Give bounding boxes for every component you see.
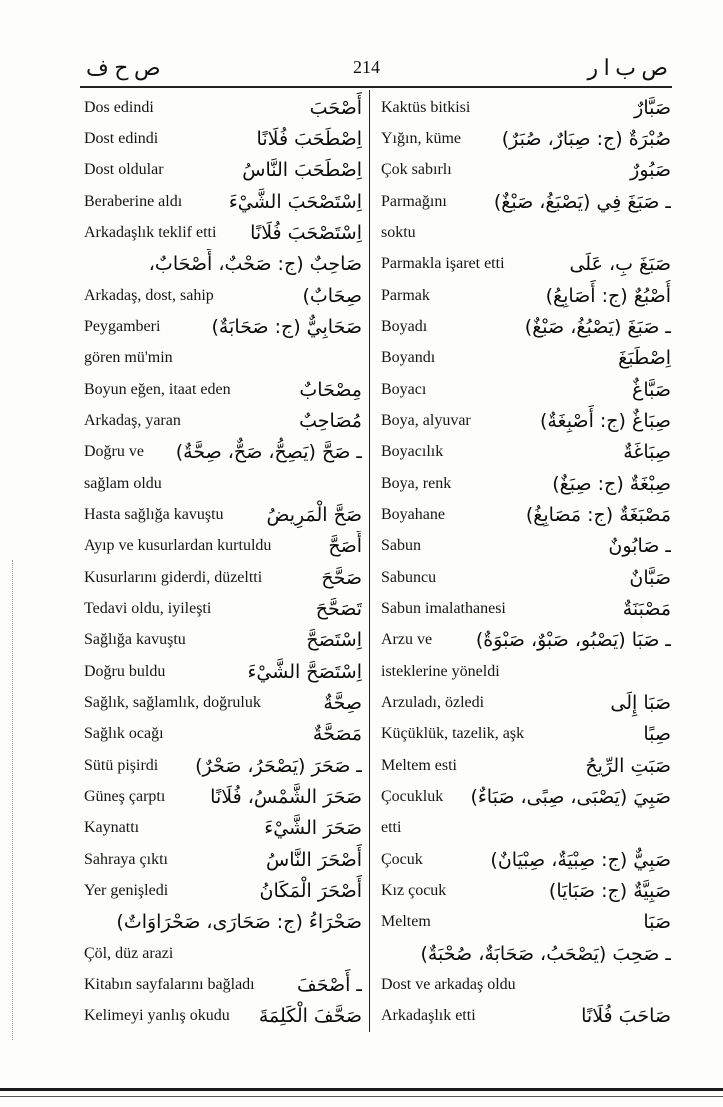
dictionary-entry [84, 437, 362, 468]
dictionary-entry [84, 875, 362, 906]
header-left-letters: ص ح ف [86, 55, 161, 80]
turkish-meaning: Doğru buldu [84, 662, 166, 680]
arabic-headword: أُصْبُعٌ (ج: أَصَابِعُ) [545, 284, 671, 307]
arabic-headword: مِصْحَابٌ [299, 378, 362, 401]
dictionary-entry [381, 92, 671, 123]
turkish-meaning: Tedavi oldu, iyileşti [84, 599, 212, 617]
dictionary-entry [381, 374, 671, 405]
dictionary-entry [84, 343, 362, 374]
right-column [381, 92, 671, 1032]
arabic-headword: اِصْطَبَغَ [618, 347, 671, 370]
turkish-meaning: Sabun [381, 537, 421, 555]
dictionary-entry [84, 405, 362, 436]
dictionary-entry [381, 593, 671, 624]
turkish-meaning: Arkadaşlık etti [381, 1007, 476, 1025]
turkish-meaning: Kitabın sayfalarını bağladı [84, 975, 255, 993]
arabic-headword: صَبَا إِلَى [610, 691, 671, 714]
turkish-meaning: Hasta sağlığa kavuştu [84, 505, 224, 523]
turkish-meaning: Beraberine aldı [84, 192, 183, 210]
dictionary-entry [84, 907, 362, 938]
turkish-meaning: Arkadaş, dost, sahip [84, 286, 214, 304]
dictionary-entry [84, 280, 362, 311]
turkish-meaning: Sahraya çıktı [84, 850, 168, 868]
turkish-meaning: Boyandı [381, 349, 436, 367]
turkish-meaning: etti [381, 819, 402, 837]
dictionary-entry [84, 656, 362, 687]
dictionary-entry [84, 499, 362, 530]
arabic-headword: صَبَتِ الرِّيحُ [585, 754, 671, 777]
arabic-headword: اِسْتَصَحَّ [306, 629, 362, 652]
turkish-meaning: Kelimeyi yanlış okudu [84, 1007, 230, 1025]
turkish-meaning: Küçüklük, tazelik, aşk [381, 725, 525, 743]
bottom-rule-thin [0, 1096, 723, 1097]
page-header [86, 55, 668, 83]
arabic-headword: صَبَغَ بِ، عَلَى [569, 253, 671, 276]
arabic-headword: صَحَّحَ [321, 566, 362, 589]
arabic-headword: صِبَاغٌ (ج: أَصْبِغَةٌ) [539, 409, 671, 432]
turkish-meaning: Dos edindi [84, 98, 154, 116]
turkish-meaning: Kaktüs bitkisi [381, 98, 471, 116]
arabic-headword: اِسْتَصْحَبَ الشَّيْءَ [228, 190, 362, 213]
dictionary-entry [84, 593, 362, 624]
dictionary-entry [84, 311, 362, 342]
turkish-meaning: Dost ve arkadaş oldu [381, 975, 516, 993]
dictionary-entry [84, 562, 362, 593]
dictionary-entry [381, 656, 671, 687]
arabic-headword: مُصَاحِبٌ [299, 409, 362, 432]
dictionary-entry [381, 719, 671, 750]
dictionary-entry [84, 468, 362, 499]
dictionary-entry [381, 969, 671, 1000]
turkish-meaning: Boyun eğen, itaat eden [84, 380, 231, 398]
dictionary-entry [381, 437, 671, 468]
turkish-meaning: isteklerine yöneldi [381, 662, 500, 680]
arabic-headword: أَصْحَرَ النَّاسُ [266, 848, 362, 871]
dictionary-entry [381, 781, 671, 812]
arabic-headword: مَصَحَّةٌ [312, 723, 362, 746]
turkish-meaning: Boya, alyuvar [381, 411, 471, 429]
dictionary-entry [84, 719, 362, 750]
arabic-headword: أَصْحَرَ الْمَكَانُ [259, 879, 362, 902]
dictionary-entry [84, 1001, 362, 1032]
arabic-headword: أَصْحَبَ [309, 96, 362, 119]
dictionary-entry [381, 531, 671, 562]
arabic-headword: صَحَابِيٌّ (ج: صَحَابَةٌ) [211, 315, 362, 338]
arabic-headword: اِسْتَصْحَبَ فُلَانًا [250, 221, 362, 244]
dictionary-entry [84, 625, 362, 656]
dictionary-entry [381, 123, 671, 154]
turkish-meaning: sağlam oldu [84, 474, 162, 492]
arabic-headword: اِصْطَحَبَ النَّاسُ [242, 159, 362, 182]
turkish-meaning: Sağlık, sağlamlık, doğruluk [84, 693, 261, 711]
turkish-meaning: Meltem [381, 913, 431, 931]
dictionary-entry [381, 625, 671, 656]
turkish-meaning: Ayıp ve kusurlardan kurtuldu [84, 537, 272, 555]
turkish-meaning: Sabun imalathanesi [381, 599, 506, 617]
header-right-letters: ص ب ا ر [587, 55, 668, 80]
dictionary-entry [84, 374, 362, 405]
dictionary-entry [381, 938, 671, 969]
arabic-headword: صَحَّفَ الْكَلِمَةَ [258, 1005, 362, 1028]
dictionary-entry [381, 1001, 671, 1032]
turkish-meaning: Yer genişledi [84, 881, 169, 899]
turkish-meaning: Arkadaş, yaran [84, 411, 181, 429]
page-edge-dots [12, 560, 14, 1040]
dictionary-entry [84, 249, 362, 280]
turkish-meaning: Sağlık ocağı [84, 725, 164, 743]
dictionary-entry [381, 343, 671, 374]
arabic-headword: صَحَرَ الشَّمْسُ، فُلَانًا [210, 785, 362, 808]
arabic-headword: صَبَّاغٌ [632, 378, 671, 401]
arabic-headword: صُبْرَةٌ (ج: صِبَارٌ، صُبَرٌ) [501, 127, 671, 150]
column-divider [369, 90, 370, 1032]
arabic-headword: مَصْبَنَةٌ [622, 597, 671, 620]
dictionary-entry [84, 750, 362, 781]
header-rule [80, 86, 672, 88]
turkish-meaning: Boyacı [381, 380, 427, 398]
turkish-meaning: Dost oldular [84, 161, 164, 179]
dictionary-entry [84, 969, 362, 1000]
arabic-headword: صَبِيَ (يَصْبَى، صِبًى، صَبَاءٌ) [470, 785, 671, 808]
turkish-meaning: Meltem esti [381, 756, 457, 774]
dictionary-entry [84, 155, 362, 186]
arabic-headword: تَصَحَّحَ [315, 597, 362, 620]
turkish-meaning: Arzu ve [381, 631, 433, 649]
dictionary-entry [84, 92, 362, 123]
arabic-headword: صِبْغَةٌ (ج: صِبَغٌ) [552, 472, 671, 495]
turkish-meaning: Parmağını [381, 192, 447, 210]
dictionary-entry [84, 186, 362, 217]
arabic-headword: ـ صَبَغَ فِي (يَصْبَغُ، صَبْغٌ) [493, 190, 671, 213]
arabic-headword: أَصَحَّ [328, 535, 362, 558]
turkish-meaning: Çocuk [381, 850, 423, 868]
arabic-headword: صِحَابٌ) [302, 284, 362, 307]
dictionary-entry [381, 249, 671, 280]
arabic-headword: اِسْتَصَحَّ الشَّيْءَ [247, 660, 362, 683]
dictionary-entry [381, 875, 671, 906]
left-column [84, 92, 362, 1032]
dictionary-entry [84, 687, 362, 718]
arabic-headword: ـ صَحَّ (يَصِحُّ، صَحٌّ، صِحَّةٌ) [175, 441, 362, 464]
bottom-rule [0, 1088, 723, 1091]
dictionary-entry [84, 217, 362, 248]
turkish-meaning: Boyacılık [381, 443, 444, 461]
arabic-headword: صِبًا [643, 723, 671, 746]
arabic-headword: ـ صَبَا (يَصْبُو، صَبْوٌ، صَبْوَةٌ) [475, 629, 671, 652]
page-number: 214 [353, 57, 380, 77]
dictionary-entry [381, 499, 671, 530]
turkish-meaning: Kaynattı [84, 819, 140, 837]
arabic-headword: ـ صَحِبَ (يَصْحَبُ، صَحَابَةٌ، صُحْبَةٌ) [420, 942, 671, 965]
arabic-headword: صِحَّةٌ [323, 691, 362, 714]
turkish-meaning: Doğru ve [84, 443, 144, 461]
dictionary-entry [84, 531, 362, 562]
turkish-meaning: Sabuncu [381, 568, 437, 586]
turkish-meaning: soktu [381, 223, 416, 241]
dictionary-entry [381, 217, 671, 248]
arabic-headword: صَاحِبٌ (ج: صَحْبٌ، أَصْحَابٌ، [148, 253, 362, 276]
dictionary-entry [84, 844, 362, 875]
arabic-headword: صَبِيَّةٌ (ج: صَبَايَا) [548, 879, 671, 902]
turkish-meaning: Sağlığa kavuştu [84, 631, 186, 649]
arabic-headword: صِبَاغَةٌ [623, 441, 671, 464]
dictionary-entry [381, 562, 671, 593]
dictionary-entry [381, 750, 671, 781]
arabic-headword: صَحَّ الْمَرِيضُ [266, 503, 362, 526]
turkish-meaning: Çok sabırlı [381, 161, 452, 179]
arabic-headword: مَصْبَغَةٌ (ج: مَصَابِغُ) [525, 503, 671, 526]
dictionary-entry [381, 813, 671, 844]
dictionary-entry [381, 311, 671, 342]
turkish-meaning: Çöl, düz arazi [84, 944, 174, 962]
arabic-headword: صَبِيٌّ (ج: صِبْيَةٌ، صِبْيَانٌ) [490, 848, 671, 871]
turkish-meaning: Peygamberi [84, 317, 161, 335]
arabic-headword: ـ أَصْحَفَ [297, 973, 362, 996]
arabic-headword: صَبَّانٌ [629, 566, 671, 589]
arabic-headword: صَاحَبَ فُلَانًا [581, 1005, 671, 1028]
arabic-headword: صَبَا [643, 911, 671, 934]
dictionary-entry [381, 844, 671, 875]
dictionary-entry [381, 468, 671, 499]
turkish-meaning: Yığın, küme [381, 129, 461, 147]
dictionary-entry [381, 280, 671, 311]
turkish-meaning: Sütü pişirdi [84, 756, 159, 774]
turkish-meaning: Parmakla işaret etti [381, 255, 505, 273]
turkish-meaning: Arzuladı, özledi [381, 693, 485, 711]
turkish-meaning: Dost edindi [84, 129, 159, 147]
arabic-headword: صَبُورٌ [630, 159, 671, 182]
turkish-meaning: Kız çocuk [381, 881, 447, 899]
arabic-headword: ـ صَحَرَ (يَصْحَرُ، صَحْرٌ) [195, 754, 362, 777]
arabic-headword: ـ صَبَغَ (يَصْبُغُ، صَبْغٌ) [524, 315, 671, 338]
arabic-headword: صَحْرَاءُ (ج: صَحَارَى، صَحْرَاوَاتٌ) [116, 911, 362, 934]
turkish-meaning: Kusurlarını giderdi, düzeltti [84, 568, 263, 586]
turkish-meaning: Boyadı [381, 317, 428, 335]
turkish-meaning: Arkadaşlık teklif etti [84, 223, 217, 241]
dictionary-entry [381, 907, 671, 938]
turkish-meaning: gören mü'min [84, 349, 173, 367]
arabic-headword: صَبَّارٌ [634, 96, 671, 119]
dictionary-entry [84, 123, 362, 154]
dictionary-entry [381, 155, 671, 186]
turkish-meaning: Çocukluk [381, 787, 444, 805]
dictionary-entry [84, 938, 362, 969]
turkish-meaning: Boya, renk [381, 474, 452, 492]
dictionary-entry [84, 781, 362, 812]
turkish-meaning: Parmak [381, 286, 430, 304]
turkish-meaning: Güneş çarptı [84, 787, 166, 805]
dictionary-entry [84, 813, 362, 844]
arabic-headword: صَحَرَ الشَّيْءَ [264, 817, 362, 840]
arabic-headword: ـ صَابُونٌ [608, 535, 671, 558]
dictionary-entry [381, 687, 671, 718]
dictionary-entry [381, 405, 671, 436]
turkish-meaning: Boyahane [381, 505, 445, 523]
arabic-headword: اِصْطَحَبَ فُلَانًا [256, 127, 362, 150]
dictionary-entry [381, 186, 671, 217]
